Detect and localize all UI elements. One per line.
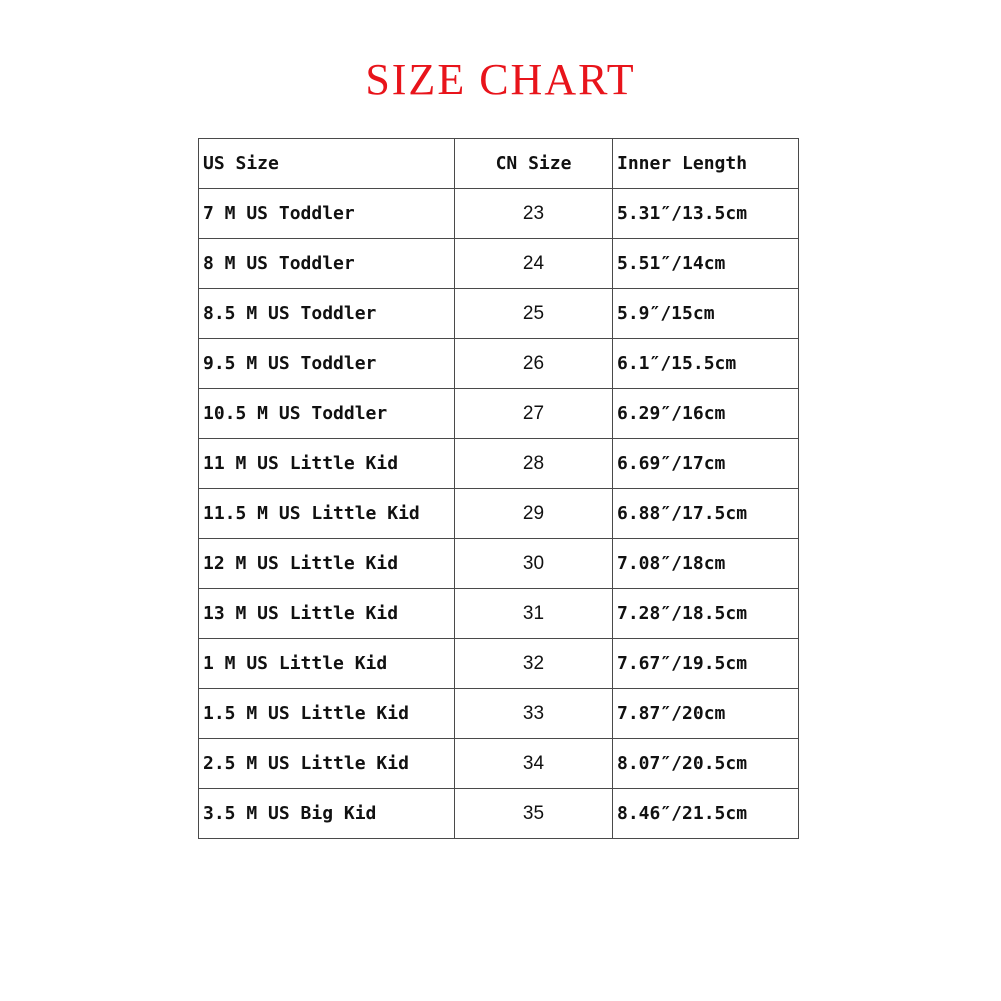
- header-cn-size: CN Size: [455, 139, 613, 189]
- cell-us-size: 3.5 M US Big Kid: [199, 789, 455, 839]
- cell-inner-length: 5.51″/14cm: [613, 239, 799, 289]
- cell-cn-size: 32: [455, 639, 613, 689]
- page-title: SIZE CHART: [365, 55, 636, 104]
- cell-us-size: 11.5 M US Little Kid: [199, 489, 455, 539]
- cell-us-size: 8.5 M US Toddler: [199, 289, 455, 339]
- cell-us-size: 2.5 M US Little Kid: [199, 739, 455, 789]
- header-us-size: US Size: [199, 139, 455, 189]
- cell-inner-length: 6.88″/17.5cm: [613, 489, 799, 539]
- size-chart-table: [198, 138, 799, 839]
- cell-inner-length: 7.67″/19.5cm: [613, 639, 799, 689]
- cell-inner-length: 7.28″/18.5cm: [613, 589, 799, 639]
- cell-cn-size: 31: [455, 589, 613, 639]
- cell-us-size: 1 M US Little Kid: [199, 639, 455, 689]
- cell-cn-size: 24: [455, 239, 613, 289]
- cell-inner-length: 5.9″/15cm: [613, 289, 799, 339]
- cell-inner-length: 7.87″/20cm: [613, 689, 799, 739]
- cell-us-size: 1.5 M US Little Kid: [199, 689, 455, 739]
- table-row: [199, 539, 799, 589]
- header-inner-length: Inner Length: [613, 139, 799, 189]
- cell-cn-size: 28: [455, 439, 613, 489]
- table-row: [199, 489, 799, 539]
- cell-inner-length: 8.07″/20.5cm: [613, 739, 799, 789]
- cell-us-size: 13 M US Little Kid: [199, 589, 455, 639]
- cell-inner-length: 6.1″/15.5cm: [613, 339, 799, 389]
- cell-cn-size: 35: [455, 789, 613, 839]
- cell-us-size: 11 M US Little Kid: [199, 439, 455, 489]
- table-row: [199, 789, 799, 839]
- cell-us-size: 8 M US Toddler: [199, 239, 455, 289]
- cell-inner-length: 8.46″/21.5cm: [613, 789, 799, 839]
- cell-cn-size: 33: [455, 689, 613, 739]
- table-row: [199, 389, 799, 439]
- cell-inner-length: 7.08″/18cm: [613, 539, 799, 589]
- cell-us-size: 9.5 M US Toddler: [199, 339, 455, 389]
- table-row: [199, 639, 799, 689]
- cell-us-size: 12 M US Little Kid: [199, 539, 455, 589]
- cell-cn-size: 25: [455, 289, 613, 339]
- table-row: [199, 689, 799, 739]
- cell-cn-size: 30: [455, 539, 613, 589]
- cell-us-size: 7 M US Toddler: [199, 189, 455, 239]
- cell-cn-size: 26: [455, 339, 613, 389]
- cell-cn-size: 34: [455, 739, 613, 789]
- table-row: [199, 739, 799, 789]
- cell-inner-length: 6.69″/17cm: [613, 439, 799, 489]
- table-row: [199, 289, 799, 339]
- cell-cn-size: 27: [455, 389, 613, 439]
- table-row: [199, 439, 799, 489]
- size-chart-body: [199, 139, 799, 839]
- cell-inner-length: 5.31″/13.5cm: [613, 189, 799, 239]
- table-header-row: [199, 139, 799, 189]
- cell-us-size: 10.5 M US Toddler: [199, 389, 455, 439]
- cell-inner-length: 6.29″/16cm: [613, 389, 799, 439]
- table-row: [199, 189, 799, 239]
- cell-cn-size: 23: [455, 189, 613, 239]
- table-row: [199, 239, 799, 289]
- table-row: [199, 589, 799, 639]
- table-row: [199, 339, 799, 389]
- cell-cn-size: 29: [455, 489, 613, 539]
